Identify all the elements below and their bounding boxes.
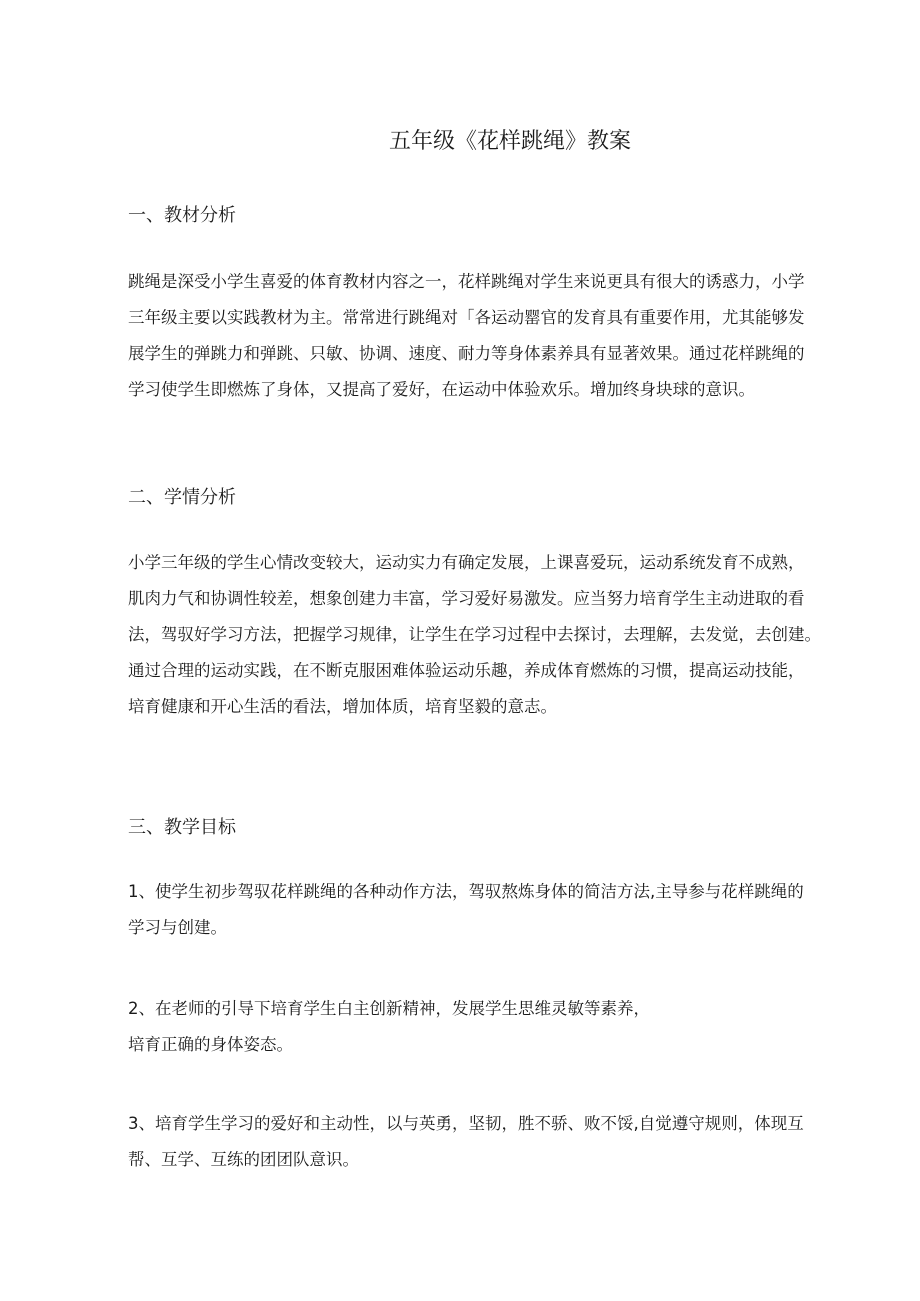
paragraph-line: 通过合理的运动实践，在不断克服困难体验运动乐趣，养成体育燃炼的习惯，提高运动技能， [128, 661, 805, 680]
section-heading-teaching-material-analysis: 一、教材分析 [128, 205, 236, 226]
objective-item-2 [128, 991, 908, 1063]
paragraph-line: 培育正确的身体姿态。 [128, 1035, 293, 1054]
paragraph-line: 学习与创建。 [128, 918, 227, 937]
paragraph-line: 2、在老师的引导下培育学生白主创新精神，发展学生思维灵敏等素养， [128, 999, 650, 1018]
paragraph-line: 三年级主要以实践教材为主。常常进行跳绳对「各运动罂官的发育具有重要作用，尤其能够发 [128, 308, 805, 327]
section-2-paragraph [128, 545, 908, 725]
document-title: 五年级《花样跳绳》教案 [388, 129, 631, 154]
objective-item-3 [128, 1106, 908, 1178]
section-heading-teaching-objectives: 三、教学目标 [128, 817, 236, 838]
paragraph-line: 帮、互学、互练的团团队意识。 [128, 1150, 359, 1169]
paragraph-line: 跳绳是深受小学生喜爱的体育教材内容之一，花样跳绳对学生来说更具有很大的诱惑力，小学 [128, 272, 805, 291]
paragraph-line: 法，驾驭好学习方法，把握学习规律，让学生在学习过程中去探讨，去理解，去发觉，去创建。 [128, 625, 821, 644]
paragraph-line: 1、使学生初步驾驭花样跳绳的各种动作方法，驾驭熬炼身体的简洁方法,主导参与花样跳绳的 [128, 882, 804, 901]
paragraph-line: 3、培育学生学习的爱好和主动性，以与英勇，坚韧，胜不骄、败不馁,自觉遵守规则，体现互 [128, 1114, 804, 1133]
paragraph-line: 培育健康和开心生活的看法，增加体质，培育坚毅的意志。 [128, 697, 557, 716]
paragraph-line: 展学生的弹跳力和弹跳、只敏、协调、速度、耐力等身体素养具有显著效果。通过花样跳绳的 [128, 344, 805, 363]
objective-item-1 [128, 874, 908, 946]
paragraph-line: 小学三年级的学生心情改变较大，运动实力有确定发展，上课喜爱玩，运动系统发育不成熟， [128, 553, 805, 572]
section-1-paragraph [128, 264, 908, 408]
paragraph-line: 肌肉力气和协调性较差，想象创建力丰富，学习爱好易激发。应当努力培育学生主动进取的看 [128, 589, 805, 608]
paragraph-line: 学习使学生即燃炼了身体，又提高了爱好，在运动中体验欢乐。增加终身块球的意识。 [128, 380, 755, 399]
section-heading-student-analysis: 二、学情分析 [128, 487, 236, 508]
